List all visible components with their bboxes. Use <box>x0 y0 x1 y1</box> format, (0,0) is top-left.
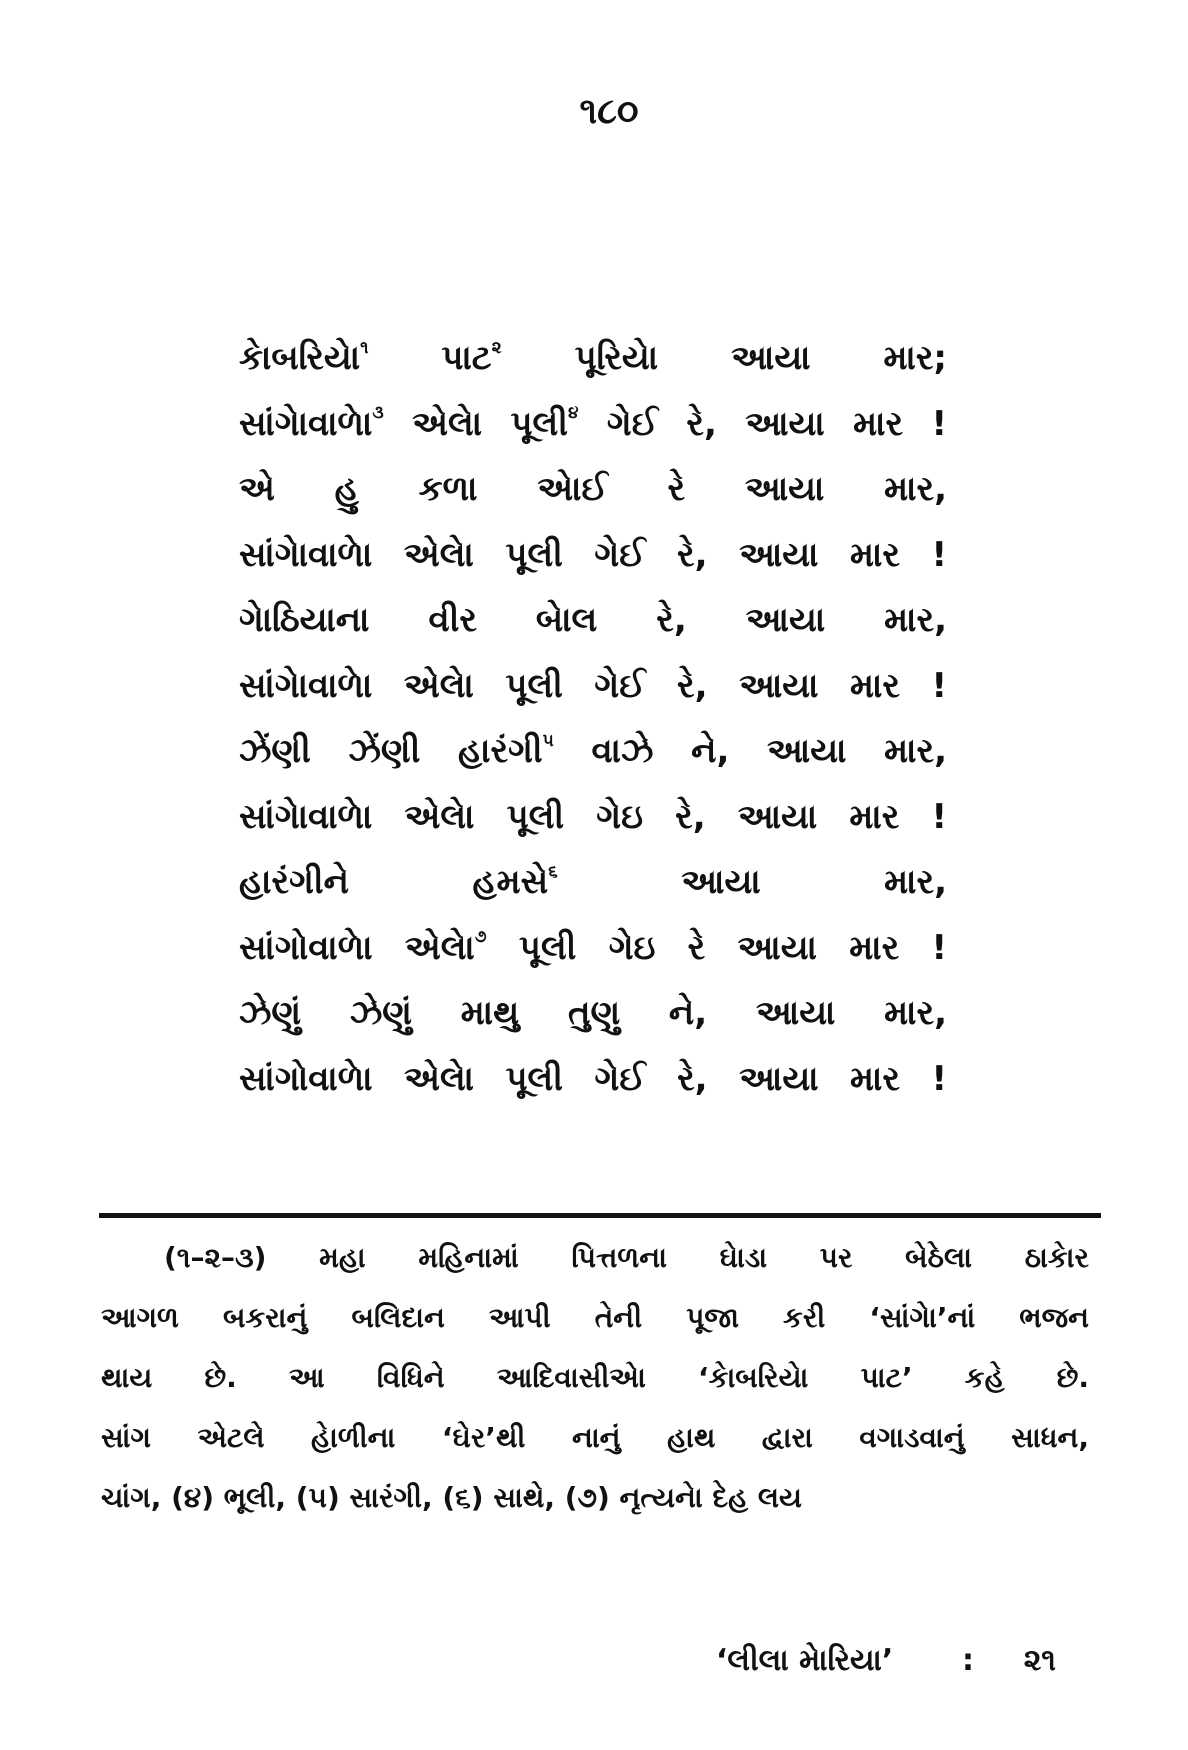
verse-text: હારંગીને હમસે <box>239 862 549 902</box>
verse-line <box>239 785 947 851</box>
verse-line <box>239 719 947 785</box>
verse-text: કેાબરિયેા <box>239 338 361 378</box>
verse-block <box>239 326 947 1112</box>
verse-text: ગેઈ રે, આયા માર ! <box>578 403 947 444</box>
verse-text: પાટ <box>368 338 492 378</box>
footnote-line: ચાંગ, (૪) ભૂલી, (૫) સારંગી, (૬) સાથે, (૭) નૃત્યનેા દેહ લય <box>101 1481 802 1514</box>
verse-text: સાંગેાવાળેા એલેા પૂલી ગેઇ રે, આયા માર ! <box>239 796 947 837</box>
verse-text: ઝેંણી ઝેંણી હારંગી <box>239 731 543 771</box>
footnote-marker: ૫ <box>542 730 554 751</box>
verse-text: સાંગોવાળેા એલેા <box>239 927 475 968</box>
song-number: ૨૧ <box>1023 1643 1056 1678</box>
footnote-marker: ૩ <box>372 403 384 424</box>
verse-line <box>239 654 947 720</box>
footnote-line: આગળ બકરાનું બલિદાન આપી તેની પૂજા કરી ‘સાંગેા’નાં ભજન <box>101 1301 1089 1334</box>
verse-text: આયા માર, <box>557 862 947 902</box>
page-number: ૧૮૦ <box>579 91 639 132</box>
verse-text: વાઝે ને, આયા માર, <box>553 731 947 771</box>
verse-line <box>239 588 947 654</box>
verse-text: સાંગોવાળેા એલેા પૂલી ગેઈ રે, આયા માર ! <box>239 1058 947 1099</box>
footnote-marker: ૨ <box>491 337 502 358</box>
verse-text: સાંગેાવાળેા એલેા પૂલી ગેઈ રે, આયા માર ! <box>239 665 947 706</box>
song-title: ‘લીલા મેારિયા’ <box>716 1643 894 1678</box>
footnotes-block <box>101 1228 1089 1528</box>
footnote-divider <box>99 1213 1101 1218</box>
verse-line <box>239 1047 947 1113</box>
verse-line <box>239 916 947 982</box>
verse-line <box>239 523 947 589</box>
footnote-line: થાય છે. આ વિધિને આદિવાસીએા ‘કેાબરિયેા પાટ’ કહે છે. <box>101 1361 1089 1394</box>
verse-text: ગેાઠિયાના વીર બેાલ રે, આયા માર, <box>239 600 947 640</box>
footnote-line: (૧–૨–૩) મહા મહિનામાં પિત્તળના ઘેાડા પર બેઠેલા ઠાકેાર <box>164 1241 1089 1274</box>
verse-text: પૂરિયેા આયા માર; <box>501 338 947 378</box>
verse-line <box>239 850 947 916</box>
footnote-marker: ૬ <box>548 861 558 882</box>
footnote-marker: ૭ <box>474 927 487 948</box>
verse-text: એ હુ કળા એાઈ રે આયા માર, <box>239 469 947 509</box>
footnote-marker: ૧ <box>360 337 369 358</box>
footnote-line: સાંગ એટલે હેાળીના ‘ઘેર’થી નાનું હાથ દ્વારા વગાડવાનું સાધન, <box>101 1421 1089 1454</box>
verse-text: સાંગેાવાળેા <box>239 403 373 444</box>
footnote-marker: ૪ <box>567 403 579 424</box>
song-title-separator: : <box>962 1643 974 1678</box>
verse-line <box>239 326 947 392</box>
verse-text: પૂલી ગેઇ રે આયા માર ! <box>486 927 947 968</box>
verse-line <box>239 981 947 1047</box>
verse-line <box>239 457 947 523</box>
verse-text: એલેા પૂલી <box>383 403 568 444</box>
verse-text: ઝેણું ઝેણું માથુ તુણુ ને, આયા માર, <box>239 993 947 1033</box>
verse-text: સાંગેાવાળેા એલેા પૂલી ગેઈ રે, આયા માર ! <box>239 534 947 575</box>
verse-line <box>239 392 947 458</box>
